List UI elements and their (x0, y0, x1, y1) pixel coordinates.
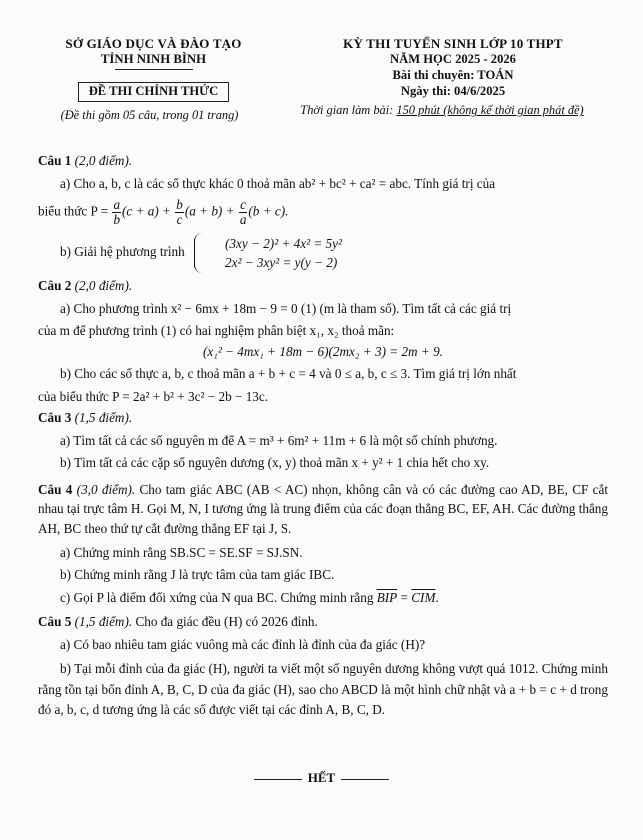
header-right (288, 36, 618, 119)
question-4c: c) Gọi P là điểm đối xứng của N qua BC. Chứng minh rằng $\overline{BIP} = \overline{CIM}$. (60, 589, 439, 605)
province-name: TỈNH NINH BÌNH (100, 52, 207, 67)
header-divider (115, 69, 193, 70)
question-2a: a) Cho phương trình x² − 6mx + 18m − 9 = 0 (1) (m là tham số). Tìm tất cả các giá trị (60, 300, 512, 316)
question-2a-condition: (x₁² − 4mx₁ + 18m − 6)(2mx₂ + 3) = 2m + 9. (203, 343, 443, 359)
question-1b: b) Giải hệ phương trình (3xy − 2)² + 4x² = 5y² 2x² − 3xy² = y(y − 2) (38, 233, 608, 273)
school-year: NĂM HỌC 2025 - 2026 (390, 52, 516, 67)
end-marker: HẾT (0, 770, 643, 786)
question-4b: b) Chứng minh rằng J là trực tâm của tam giác IBC. (60, 567, 335, 583)
question-1a: a) Cho a, b, c là các số thực khác 0 thoả mãn ab² + bc² + ca² = abc. Tính giá trị của (60, 175, 496, 191)
question-1-title: Câu 1 (2,0 điểm). (38, 153, 133, 168)
question-1a-expression: biểu thức P = $\frac{a}{b}$ (c + a) + $\frac{b}{c}$ (a + b) + $\frac{c}{a}$ (b + c). (38, 197, 289, 227)
question-5a: a) Có bao nhiêu tam giác vuông mà các đỉnh là đỉnh của đa giác (H)? (60, 636, 426, 652)
question-3b: b) Tìm tất cả các cặp số nguyên dương (x, y) thoả mãn x + y² + 1 chia hết cho xy. (60, 455, 490, 470)
question-2-title: Câu 2 (2,0 điểm). (38, 278, 133, 293)
question-2a-cont: của m để phương trình (1) có hai nghiệm phân biệt x₁, x₂ thoả mãn: (38, 323, 395, 338)
header-left (46, 36, 261, 123)
question-3a: a) Tìm tất cả các số nguyên m để A = m³ + 6m² + 11m + 6 là một số chính phương. (60, 432, 498, 448)
question-5b: b) Tại mỗi đỉnh của đa giác (H), người ta viết một số nguyên dương không vượt quá 1012. Chứng minh rằng tồn tại bốn đỉnh A, B, C, D của đa giác (H), sao cho ABCD là một hình chữ nhật và a + b = c + d trong đó a, b, c, d tương ứng là các số được viết tại các đỉnh A, B, C, D. (38, 661, 608, 718)
question-5: Câu 5 (1,5 điểm). Cho đa giác đều (H) có 2026 đỉnh. (38, 614, 318, 630)
subject: Bài thi chuyên: TOÁN (392, 67, 514, 82)
question-3-title: Câu 3 (1,5 điểm). (38, 410, 133, 425)
question-2b: b) Cho các số thực a, b, c thoả mãn a + b + c = 4 và 0 ≤ a, b, c ≤ 3. Tìm giá trị lớn nhất (60, 366, 517, 381)
time-limit: Thời gian làm bài: 150 phút (không kể thời gian phát đề) (300, 103, 584, 118)
department-name: SỞ GIÁO DỤC VÀ ĐÀO TẠO (65, 36, 242, 51)
exam-header (0, 36, 643, 126)
equation-system: (3xy − 2)² + 4x² = 5y² 2x² − 3xy² = y(y − 2) (194, 233, 342, 273)
question-4a: a) Chứng minh rằng SB.SC = SE.SF = SJ.SN. (60, 544, 303, 560)
end-dash-left (254, 779, 302, 780)
question-2b-cont: của biểu thức P = 2a² + b² + 3c² − 2b − 13c. (38, 388, 269, 404)
page-count-note: (Đề thi gồm 05 câu, trong 01 trang) (60, 107, 239, 122)
question-4: Câu 4 (3,0 điểm). Cho tam giác ABC (AB < AC) nhọn, không cân và có các đường cao AD, BE, CF cắt nhau tại trực tâm H. Gọi M, N, I tương ứng là trung điểm của các đoạn thẳng BC, EF, AH. Các đường thẳng AH, BC theo thứ tự cắt đường thẳng EF tại J, S. (38, 481, 609, 537)
exam-body (38, 148, 608, 721)
official-exam-box: ĐỀ THI CHÍNH THỨC (78, 82, 230, 102)
exam-date: Ngày thi: 04/6/2025 (400, 83, 506, 98)
exam-title: KỲ THI TUYỂN SINH LỚP 10 THPT (343, 36, 563, 51)
end-dash-right (341, 779, 389, 780)
